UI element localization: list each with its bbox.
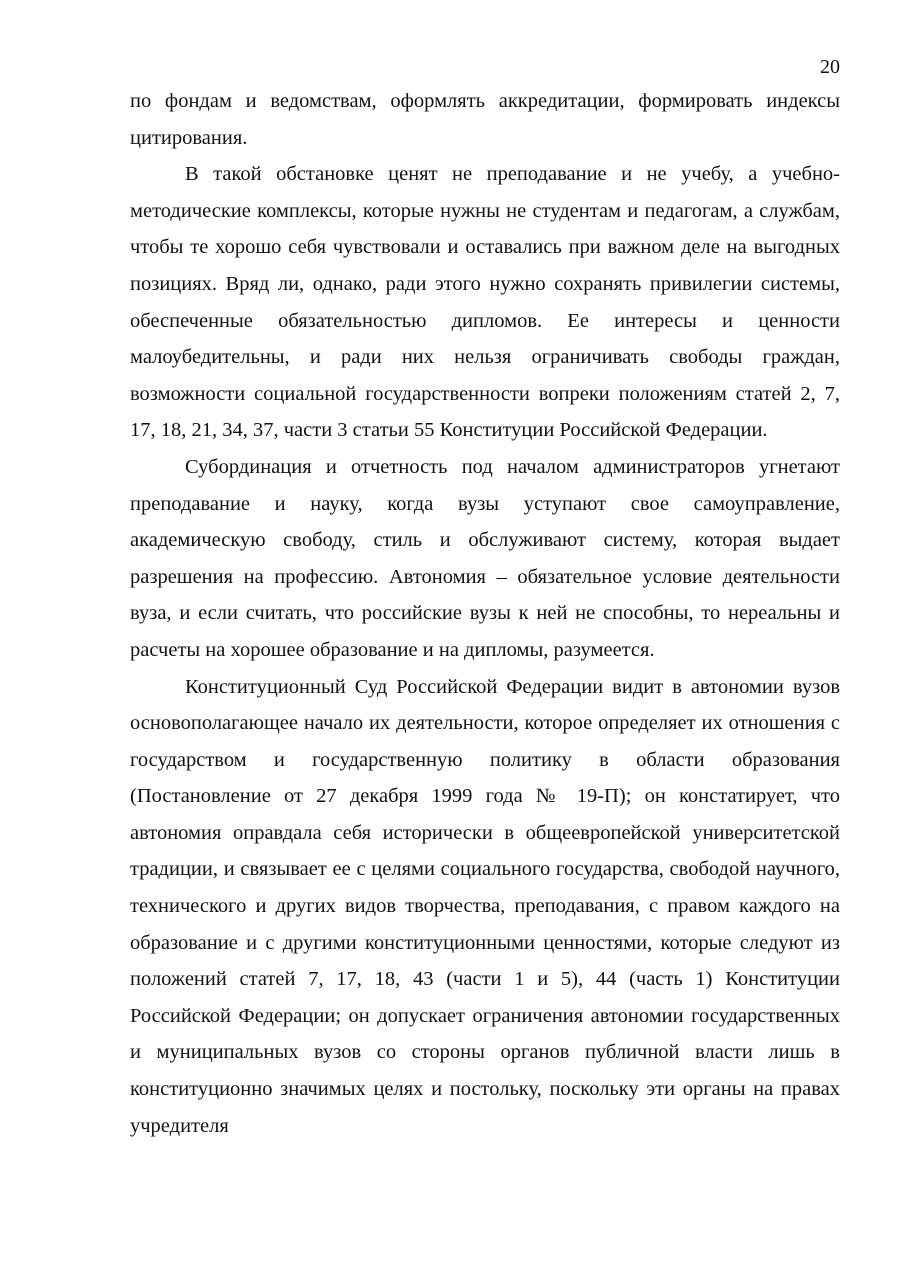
paragraph-constitutional-court: Конституционный Суд Российской Федерации видит в автономии вузов основополагающее начало их деятельности, которое определяет их отношения с государством и государственную политику в области образования (Постановление от 27 декабря 1999 года № 19-П); он констатирует, что автономия оправдала себя исторически в общеевропейской университетской традиции, и связывает ее с целями социального государства, свободой научного, технического и других видов творчества, преподавания, с правом каждого на образование и с другими конституционными ценностями, которые следуют из положений статей 7, 17, 18, 43 (части 1 и 5), 44 (часть 1) Конституции Российской Федерации; он допускает ограничения автономии государственных и муниципальных вузов со стороны органов публичной власти лишь в конституционно значимых целях и постольку, поскольку эти органы на правах учредителя <box>130 675 840 1137</box>
paragraph-continuation: по фондам и ведомствам, оформлять аккредитации, формировать индексы цитирования. <box>130 90 840 149</box>
document-body <box>130 83 840 1144</box>
paragraph-teaching-environment: В такой обстановке ценят не преподавание и не учебу, а учебно-методические комплексы, которые нужны не студентам и педагогам, а службам, чтобы те хорошо себя чувствовали и оставались при важном деле на выгодных позициях. Вряд ли, однако, ради этого нужно сохранять привилегии системы, обеспеченные обязательностью дипломов. Ее интересы и ценности малоубедительны, и ради них нельзя ограничивать свободы граждан, возможности социальной государственности вопреки положениям статей 2, 7, 17, 18, 21, 34, 37, части 3 статьи 55 Конституции Российской Федерации. <box>130 163 840 442</box>
paragraph-subordination: Субординация и отчетность под началом администраторов угнетают преподавание и науку, когда вузы уступают свое самоуправление, академическую свободу, стиль и обслуживают систему, которая выдает разрешения на профессию. Автономия – обязательное условие деятельности вуза, и если считать, что российские вузы к ней не способны, то нереальны и расчеты на хорошее образование и на дипломы, разумеется. <box>130 455 840 661</box>
page-number: 20 <box>820 56 840 78</box>
